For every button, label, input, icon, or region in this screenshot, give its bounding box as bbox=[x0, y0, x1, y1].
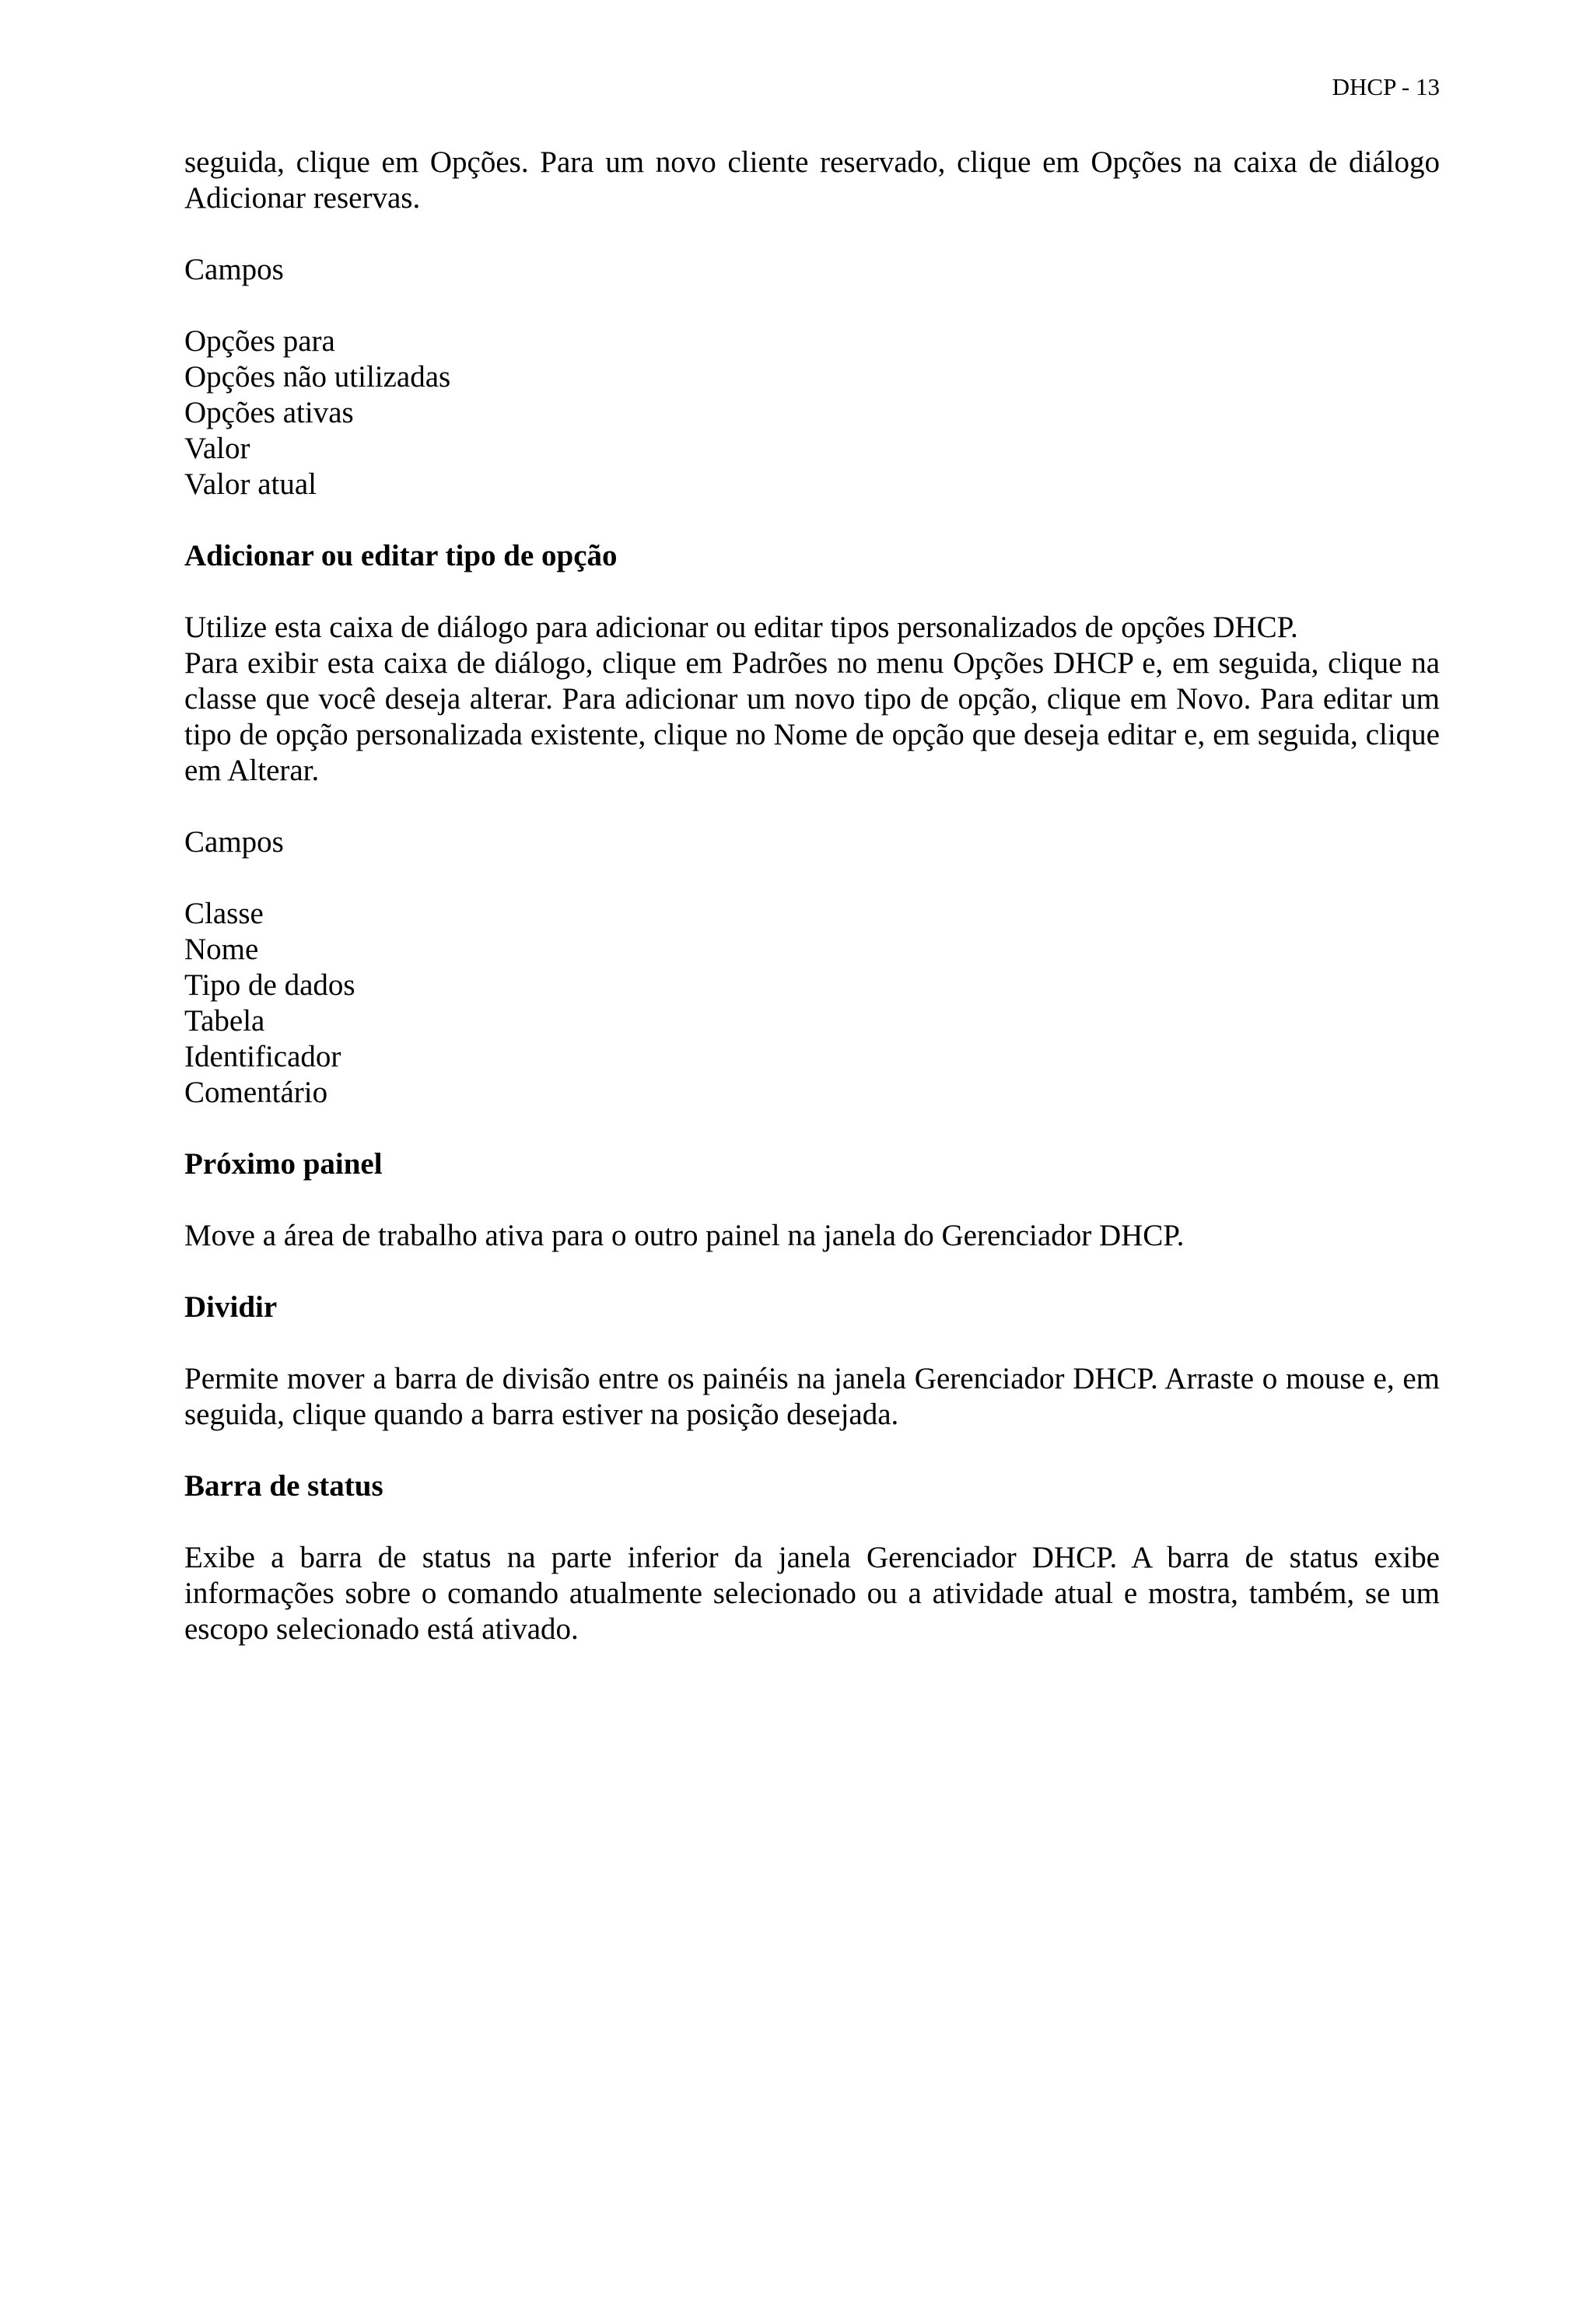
section-paragraph: Para exibir esta caixa de diálogo, clique em Padrões no menu Opções DHCP e, em seguida, clique na classe que você deseja alterar. Para adicionar um novo tipo de opção, clique em Novo. Para editar um tipo de opção personalizada existente, clique no Nome de opção que deseja editar e, em seguida, clique em Alterar. bbox=[184, 646, 1440, 787]
options-field-list bbox=[184, 324, 1440, 502]
section-heading: Dividir bbox=[184, 1290, 278, 1324]
campos-label: Campos bbox=[184, 825, 284, 859]
section-heading: Próximo painel bbox=[184, 1147, 383, 1181]
field-item: Valor atual bbox=[184, 467, 317, 501]
document-body bbox=[184, 145, 1440, 1647]
campos-label: Campos bbox=[184, 253, 284, 286]
section-paragraph: Exibe a barra de status na parte inferior da janela Gerenciador DHCP. A barra de status exibe informações sobre o comando atualmente selecionado ou a atividade atual e mostra, também, se um escopo selecionado está ativado. bbox=[184, 1541, 1440, 1646]
field-item: Opções para bbox=[184, 324, 335, 358]
option-type-field-list bbox=[184, 896, 1440, 1111]
field-item: Tabela bbox=[184, 1004, 265, 1038]
section-heading: Barra de status bbox=[184, 1469, 383, 1503]
field-item: Opções não utilizadas bbox=[184, 360, 451, 394]
section-paragraph: Utilize esta caixa de diálogo para adicionar ou editar tipos personalizados de opções DHCP. bbox=[184, 611, 1298, 644]
page-header: DHCP - 13 bbox=[1332, 73, 1440, 100]
field-item: Comentário bbox=[184, 1076, 328, 1109]
section-heading: Adicionar ou editar tipo de opção bbox=[184, 539, 618, 572]
section-paragraph: Move a área de trabalho ativa para o outro painel na janela do Gerenciador DHCP. bbox=[184, 1219, 1185, 1252]
field-item: Opções ativas bbox=[184, 396, 354, 429]
intro-paragraph: seguida, clique em Opções. Para um novo cliente reservado, clique em Opções na caixa de diálogo Adicionar reservas. bbox=[184, 145, 1440, 215]
field-item: Identificador bbox=[184, 1040, 341, 1073]
field-item: Tipo de dados bbox=[184, 968, 355, 1002]
section-paragraph: Permite mover a barra de divisão entre os painéis na janela Gerenciador DHCP. Arraste o mouse e, em seguida, clique quando a barra estiver na posição desejada. bbox=[184, 1362, 1440, 1431]
field-item: Nome bbox=[184, 933, 259, 966]
field-item: Valor bbox=[184, 432, 250, 465]
field-item: Classe bbox=[184, 897, 264, 930]
